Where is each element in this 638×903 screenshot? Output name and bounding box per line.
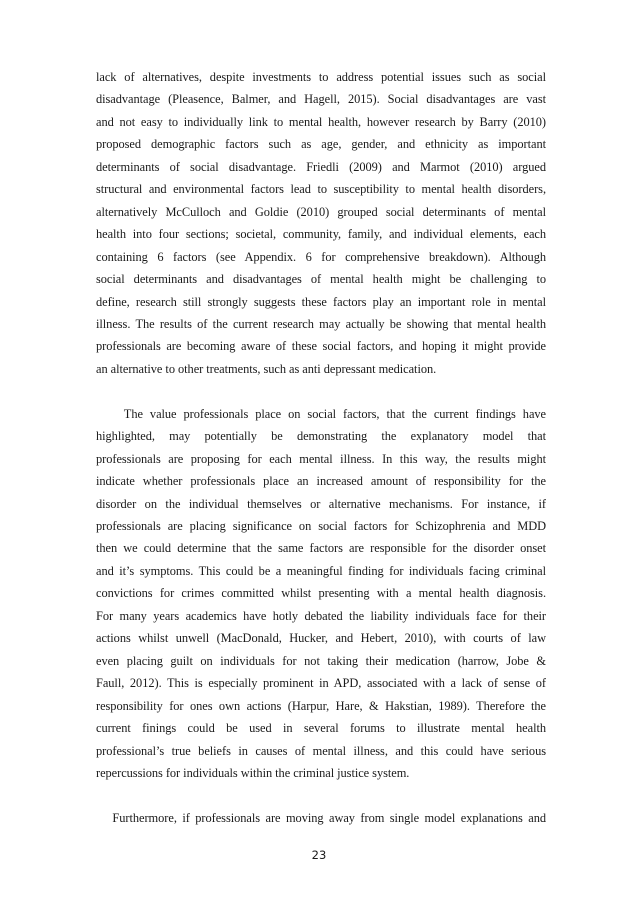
text-line: containing 6 factors (see Appendix. 6 for comprehensive breakdown). Although xyxy=(96,249,546,264)
text-line: disorder on the individual themselves or alternative mechanisms. For instance, if xyxy=(96,496,546,511)
text-line: define, research still strongly suggests these factors play an important role in mental xyxy=(96,294,546,309)
text-line: professionals are becoming aware of these social factors, and hoping it might provide xyxy=(96,339,546,354)
text-line: Furthermore, if professionals are moving away from single model explanations and xyxy=(96,810,546,825)
text-line: even placing guilt on individuals for not taking their medication (harrow, Jobe & xyxy=(96,653,546,668)
text-line: indicate whether professionals place an increased amount of responsibility for the xyxy=(96,474,546,489)
text-line: professional’s true beliefs in causes of mental illness, and this could have serious xyxy=(96,743,546,758)
text-line: health into four sections; societal, community, family, and individual elements, each xyxy=(96,227,546,242)
text-line: convictions for crimes committed whilst presenting with a mental health diagnosis. xyxy=(96,586,546,601)
text-line: an alternative to other treatments, such as anti depressant medication. xyxy=(96,361,437,376)
text-line: lack of alternatives, despite investments to address potential issues such as social xyxy=(96,70,546,84)
text-line: and not easy to individually link to mental health, however research by Barry (2010) xyxy=(96,114,546,129)
text-line: professionals are proposing for each mental illness. In this way, the results might xyxy=(96,451,546,466)
text-line: and it’s symptoms. This could be a meaningful finding for individuals facing criminal xyxy=(96,563,546,578)
text-line: determinants of social disadvantage. Friedli (2009) and Marmot (2010) argued xyxy=(96,159,546,174)
text-line: actions whilst unwell (MacDonald, Hucker, and Hebert, 2010), with courts of law xyxy=(96,631,546,646)
text-line: alternatively McCulloch and Goldie (2010) grouped social determinants of mental xyxy=(96,204,546,219)
text-line: disadvantage (Pleasence, Balmer, and Hagell, 2015). Social disadvantages are vast xyxy=(96,92,546,107)
text-line: responsibility for ones own actions (Harpur, Hare, & Hakstian, 1989). Therefore the xyxy=(96,698,546,713)
text-line: social determinants and disadvantages of mental health might be challenging to xyxy=(96,272,546,287)
text-line: The value professionals place on social factors, that the current findings have xyxy=(96,406,546,421)
text-line: proposed demographic factors such as age, gender, and ethnicity as important xyxy=(96,137,546,152)
text-line: For many years academics have hotly debated the liability individuals face for their xyxy=(96,608,546,623)
text-line: structural and environmental factors lead to susceptibility to mental health disorders, xyxy=(96,182,546,197)
text-line: current finings could be used in several forums to illustrate mental health xyxy=(96,721,546,736)
text-line: repercussions for individuals within the criminal justice system. xyxy=(96,765,410,780)
text-line: illness. The results of the current research may actually be showing that mental health xyxy=(96,316,546,331)
text-line: professionals are placing significance on social factors for Schizophrenia and MDD xyxy=(96,519,546,533)
page-number: 23 xyxy=(311,848,327,862)
text-line: highlighted, may potentially be demonstrating the explanatory model that xyxy=(96,429,546,444)
text-line: then we could determine that the same factors are responsible for the disorder onset xyxy=(96,541,546,556)
text-line: Faull, 2012). This is especially prominent in APD, associated with a lack of sense of xyxy=(96,676,546,691)
